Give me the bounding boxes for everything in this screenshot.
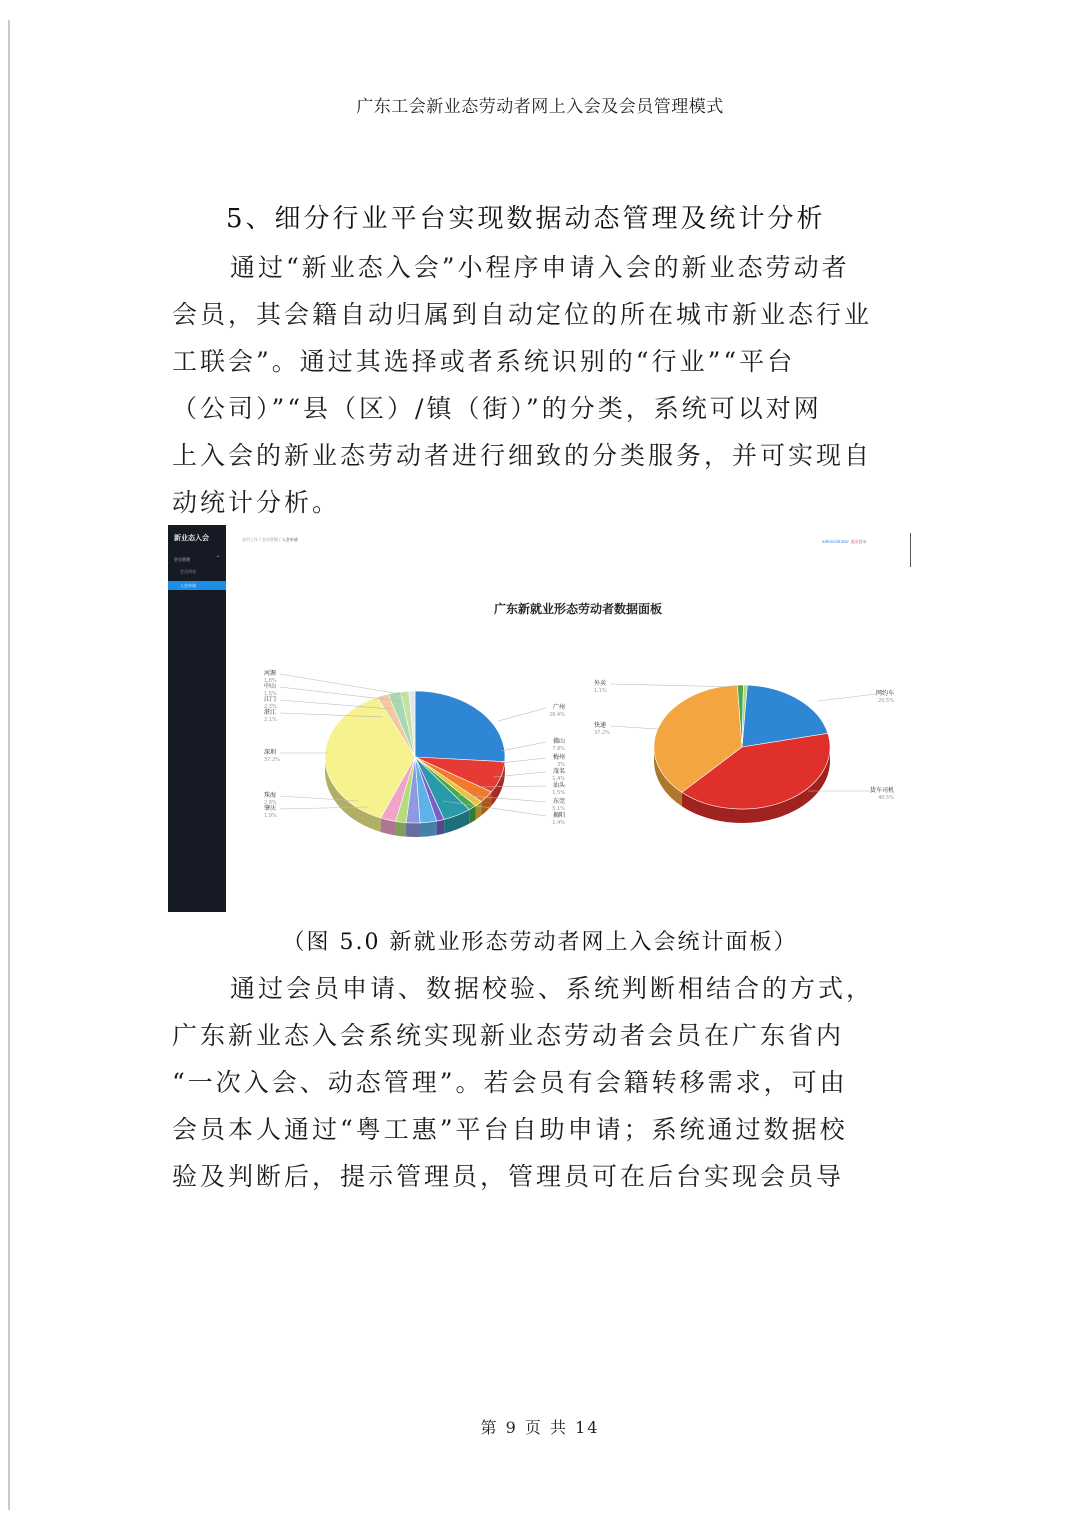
paragraph-line: 上入会的新业态劳动者进行细致的分类服务，并可实现自 [172, 441, 873, 470]
pie-slice-side [396, 821, 406, 836]
pie-label-name: 梅州 [552, 754, 565, 761]
pie-label-value: 2.8% [264, 800, 277, 806]
pie-label-name: 江门 [264, 696, 277, 703]
pie-label-name: 河源 [264, 670, 277, 677]
pie-label-name: 货车司机 [869, 787, 894, 794]
figure-caption: （图 5.0 新就业形态劳动者网上入会统计面板） [282, 930, 798, 955]
pie-label-value: 3% [557, 762, 565, 768]
sidebar-group-member-management[interactable]: 会员管理 [174, 557, 190, 562]
pie-label-name: 茂名 [552, 768, 565, 775]
paragraph-line: 工联会”。通过其选择或者系统识别的“行业”“平台 [172, 347, 796, 376]
app-logo: 新业态入会 [174, 534, 209, 542]
breadcrumb: 首页工作 / 会员管理 / 入会申请 [242, 537, 298, 542]
label-leader-line [280, 674, 406, 695]
pie-label-name: 汕头 [552, 782, 565, 789]
pie-label-name: 快递 [594, 722, 607, 729]
paragraph-2 [172, 965, 892, 1200]
pie-label-value: 1.4% [552, 820, 565, 826]
pie-label-value: 40.5% [878, 795, 894, 801]
page-number: 第 9 页 共 14 [480, 1418, 600, 1437]
sidebar-item-member-list[interactable]: 会员列表 [180, 569, 196, 574]
pie-label-name: 揭阳 [552, 812, 565, 819]
pie-slice-side [420, 821, 437, 837]
pie-label-name: 中山 [264, 683, 277, 690]
pie-label-value: 1.1% [594, 688, 607, 694]
sidebar-item-label: 入会申请 [180, 583, 196, 588]
label-leader-line [498, 708, 546, 721]
pie-label-value: 26.4% [549, 712, 565, 718]
pie-label-name: 湛江 [264, 709, 277, 716]
paragraph-line: 验及判断后，提示管理员，管理员可在后台实现会员导 [172, 1162, 845, 1191]
pie-label-name: 广州 [552, 704, 565, 711]
pie-label-name: 珠海 [264, 792, 277, 799]
paragraph-1 [172, 244, 892, 526]
pie-label-value: 7.8% [552, 746, 565, 752]
pie-label-value: 37.2% [264, 757, 280, 763]
pie-label-value: 1.5% [264, 691, 277, 697]
paragraph-line: 动统计分析。 [172, 488, 341, 517]
breadcrumb-home[interactable]: 首页工作 [242, 537, 258, 542]
breadcrumb-member-management[interactable]: 会员管理 [261, 537, 278, 542]
pie-label-value: 5.1% [552, 806, 565, 812]
charts-area [168, 525, 914, 912]
label-leader-line [610, 684, 738, 687]
pie-label-name: 东莞 [552, 798, 565, 805]
running-header: 广东工会新业态劳动者网上入会及会员管理模式 [356, 97, 724, 117]
pie-slice [415, 691, 505, 762]
pie-label-name: 网约车 [875, 690, 894, 697]
dashboard-screenshot [168, 525, 914, 912]
label-leader-line [501, 742, 546, 751]
pie-label-value: 2.3% [264, 704, 277, 710]
pie-label-value: 1.4% [552, 776, 565, 782]
section-heading: 5、细分行业平台实现数据动态管理及统计分析 [226, 204, 826, 234]
user-name[interactable]: administrator [822, 539, 850, 544]
logout-link[interactable]: 退出登录 [850, 539, 867, 544]
chevron-up-icon: ^ [216, 555, 221, 561]
pie-slice-side [437, 819, 445, 835]
paragraph-line: （公司）”“县（区）/镇（街）”的分类，系统可以对网 [172, 394, 822, 423]
pie-label-value: 1.8% [264, 678, 277, 684]
pie-label-name: 深圳 [264, 749, 277, 756]
pie-label-value: 1.5% [552, 790, 565, 796]
pie-slice-side [406, 823, 420, 837]
breadcrumb-current: 入会申请 [281, 537, 298, 542]
pie-label-name: 外卖 [594, 680, 607, 687]
pie-label-name: 肇庆 [264, 805, 277, 812]
paragraph-line: 通过会员申请、数据校验、系统判断相结合的方式， [230, 974, 875, 1003]
pie-label-value: 20.5% [878, 698, 894, 704]
paragraph-line: 广东新业态入会系统实现新业态劳动者会员在广东省内 [172, 1021, 845, 1050]
paragraph-line: 会员，其会籍自动归属到自动定位的所在城市新业态行业 [172, 300, 873, 329]
paragraph-line: 通过“新业态入会”小程序申请入会的新业态劳动者 [230, 253, 850, 282]
pie-label-value: 37.2% [594, 730, 610, 736]
paragraph-line: 会员本人通过“粤工惠”平台自助申请；系统通过数据校 [172, 1115, 848, 1144]
label-leader-line [280, 687, 400, 701]
pie-label-value: 1.9% [264, 813, 277, 819]
label-leader-line [818, 694, 876, 701]
paragraph-line: “一次入会、动态管理”。若会员有会籍转移需求，可由 [172, 1068, 848, 1097]
label-leader-line [501, 758, 546, 763]
pie-label-name: 佛山 [552, 738, 565, 745]
dashboard-title: 广东新就业形态劳动者数据面板 [493, 602, 662, 616]
pie-label-value: 2.1% [264, 717, 277, 723]
label-leader-line [610, 726, 658, 729]
page-edge [8, 20, 10, 1510]
